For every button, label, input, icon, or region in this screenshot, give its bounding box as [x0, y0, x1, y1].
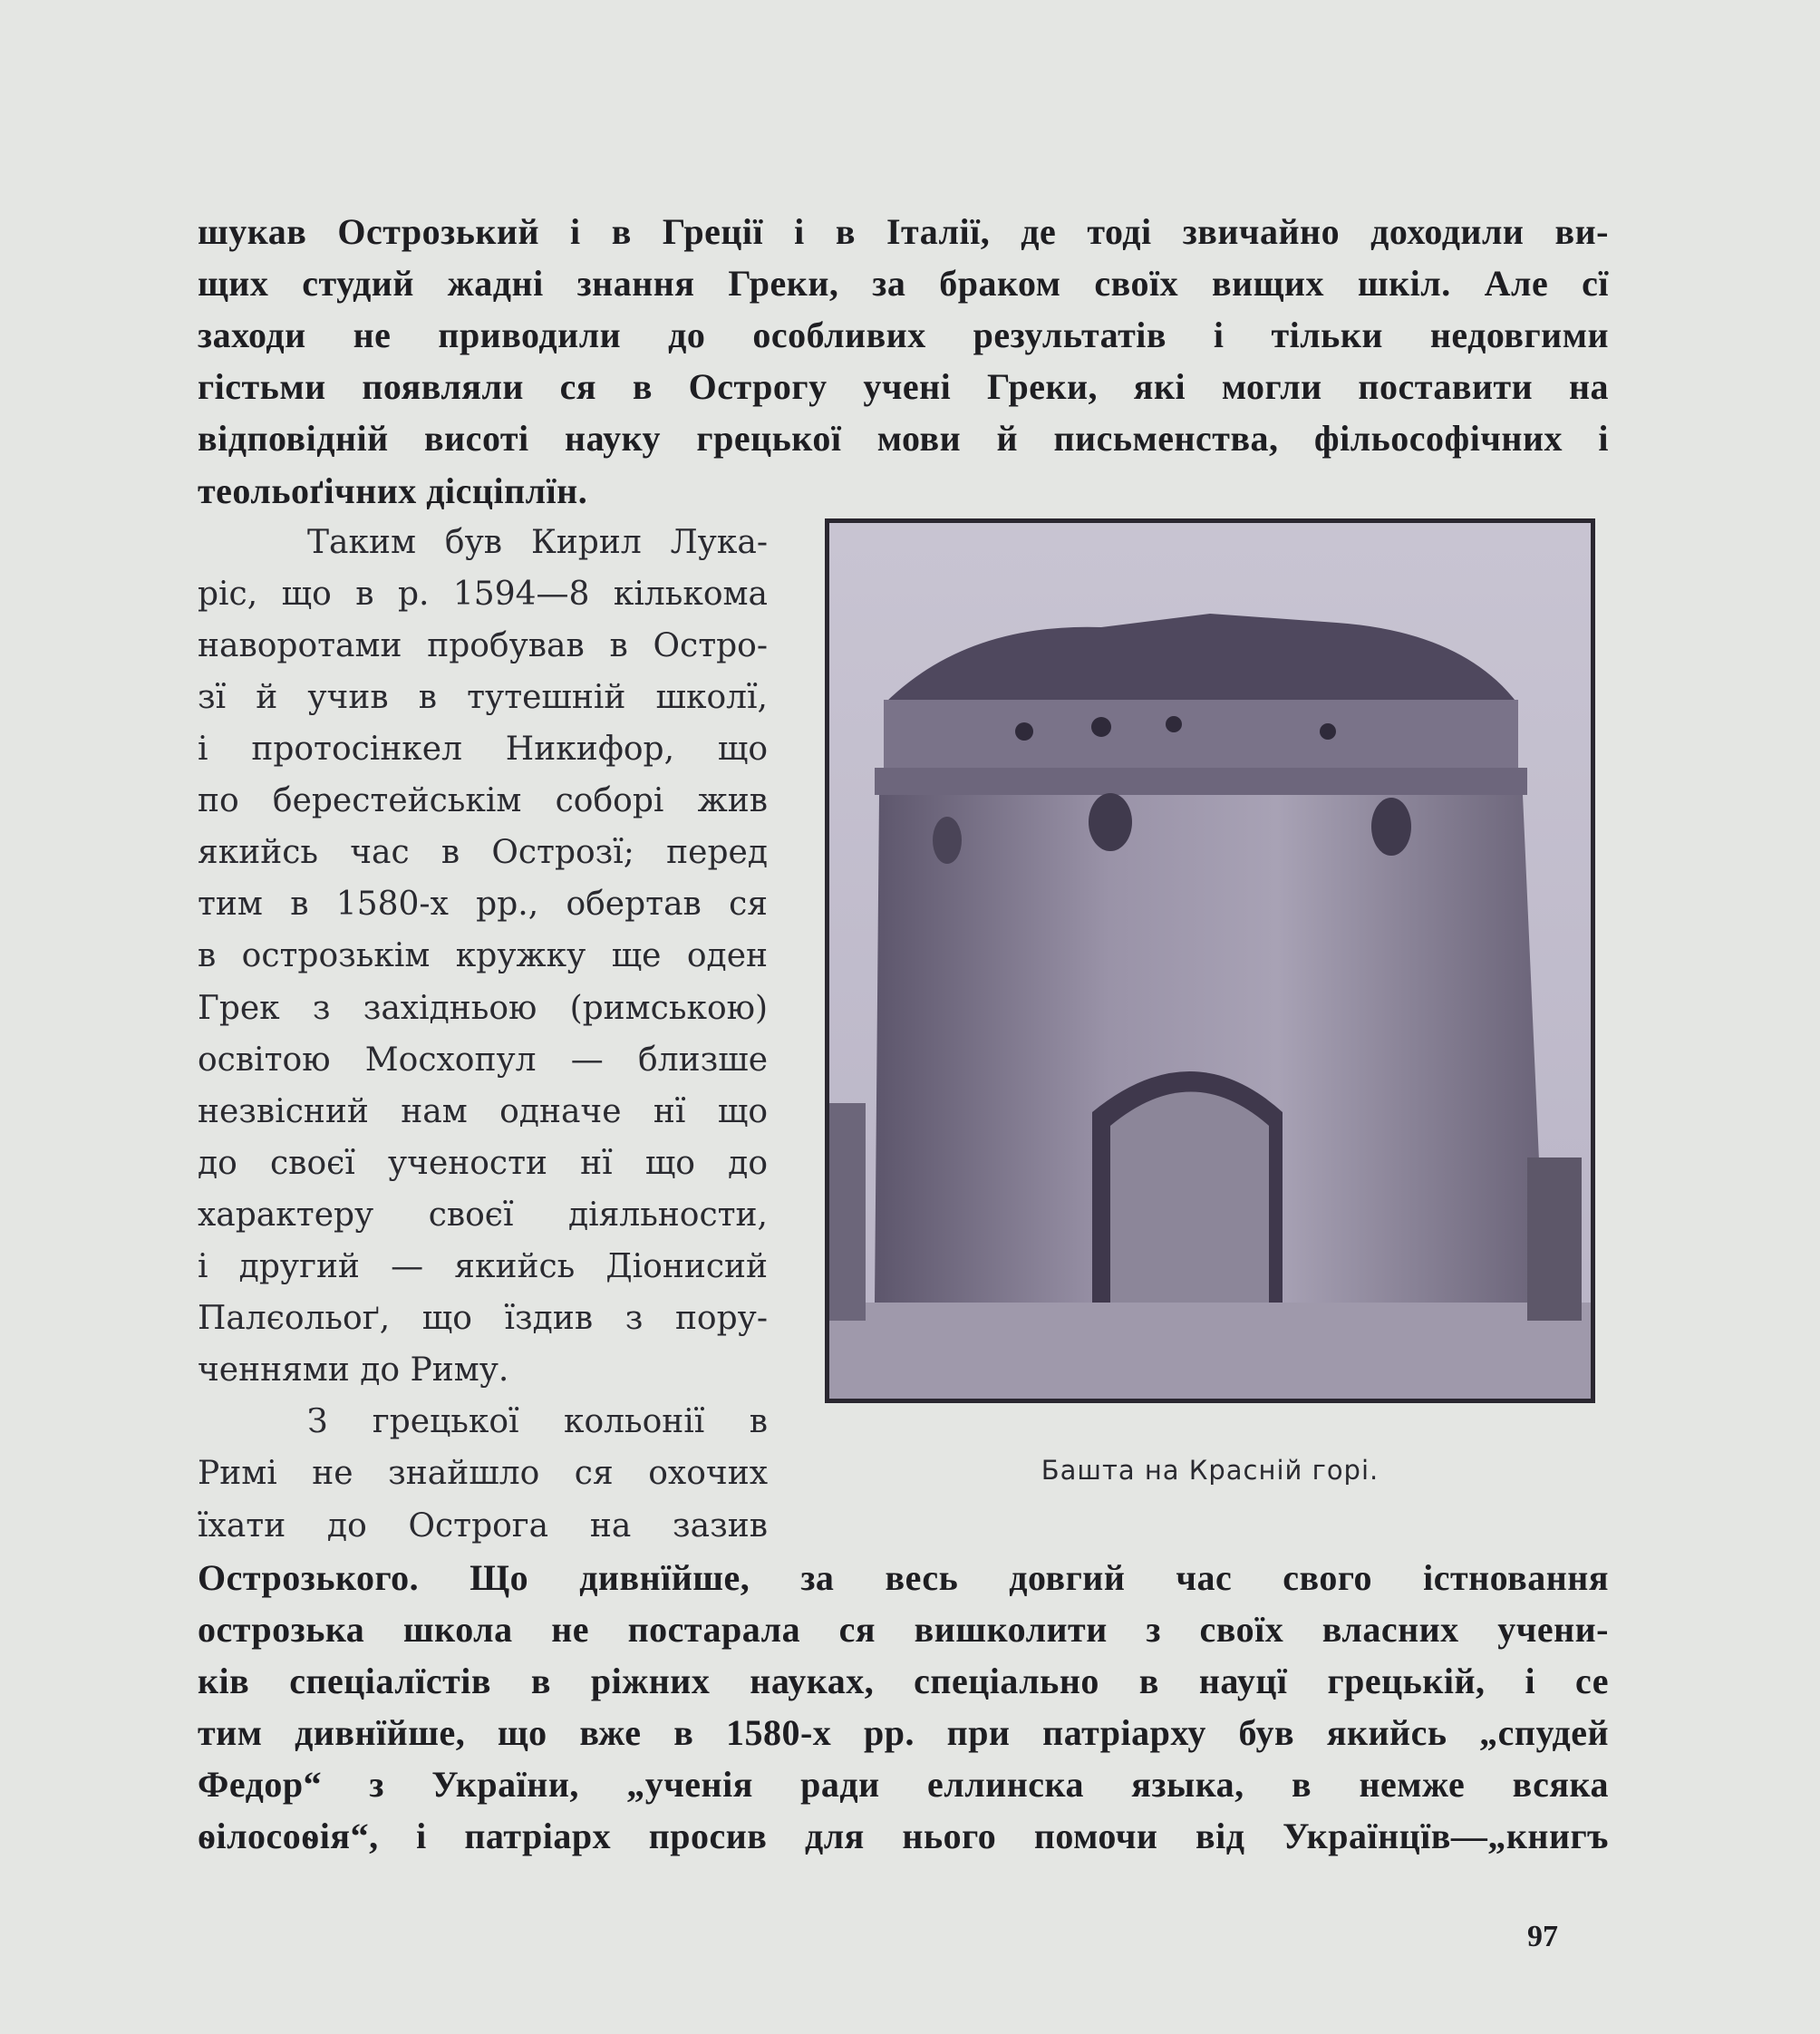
text-line: ріс, що в р. 1594—8 кількома [198, 575, 768, 613]
text-line: і другий — якийсь Діонисий [198, 1248, 768, 1285]
text-line: ѳілосоѳія“, і патріарх просив для нього помочи від Українцїв—„книгъ [198, 1816, 1609, 1857]
text-line: освітою Мосхопул — близше [198, 1041, 768, 1079]
text-line: острозька школа не постарала ся вишколити з своїх власних учени- [198, 1608, 1609, 1650]
figure-caption: Башта на Красній горі. [1041, 1455, 1380, 1486]
text-line: щих студий жадні знання Греки, за браком своїх вищих шкіл. Але сї [198, 263, 1609, 305]
text-line: Грек з західньою (римською) [198, 989, 768, 1027]
text-line: тим в 1580-х рр., обертав ся [198, 886, 768, 924]
text-line: їхати до Острога на зазив [198, 1506, 768, 1545]
text-line: зї й учив в тутешній школї, [198, 678, 768, 716]
text-line: тим дивнїйше, що вже в 1580-х рр. при патріарху був якийсь „спудей [198, 1711, 1609, 1753]
text-line: незвісний нам одначе нї що [198, 1092, 768, 1130]
text-line: якийсь час в Острозї; перед [198, 834, 768, 872]
text-line: характеру своєї діяльности, [198, 1196, 768, 1234]
text-line: Палєольоґ, що їздив з пору- [198, 1300, 768, 1338]
text-line: шукав Острозький і в Греції і в Італії, де тоді звичайно доходили ви- [198, 211, 1609, 252]
text-line: по берестейськім соборі жив [198, 782, 768, 820]
text-line: Римі не знайшло ся охочих [198, 1455, 768, 1493]
text-line: З грецької кольонії в [307, 1403, 768, 1441]
text-line: заходи не приводили до особливих результатів і тільки недовгими [198, 315, 1609, 356]
text-line: до своєї учености нї що до [198, 1144, 768, 1182]
text-line: гістьми появляли ся в Острогу учені Греки, які могли поставити на [198, 366, 1609, 408]
text-line: теольоґічних дісціплїн. [198, 470, 588, 511]
text-line: ків спеціалїстів в ріжних науках, спеціально в науцї грецькій, і се [198, 1660, 1609, 1701]
tower-illustration [829, 523, 1591, 1399]
text-line: в острозькім кружку ще оден [198, 937, 768, 975]
text-line: Острозького. Що дивнїйше, за весь довгий час свого істновання [198, 1556, 1609, 1598]
text-line: наворотами пробував в Остро- [198, 626, 768, 664]
text-line: і протосінкел Никифор, що [198, 731, 768, 768]
text-line: Таким був Кирил Лука- [307, 523, 768, 561]
tower-photo [825, 518, 1595, 1403]
text-line: ченнями до Риму. [198, 1351, 509, 1390]
text-line: Федор“ з України, „ученія ради еллинска языка, в немже всяка [198, 1764, 1609, 1805]
text-line: відповідній висоті науку грецької мови й письменства, фільософічних і [198, 418, 1609, 460]
page-number: 97 [1527, 1920, 1558, 1953]
